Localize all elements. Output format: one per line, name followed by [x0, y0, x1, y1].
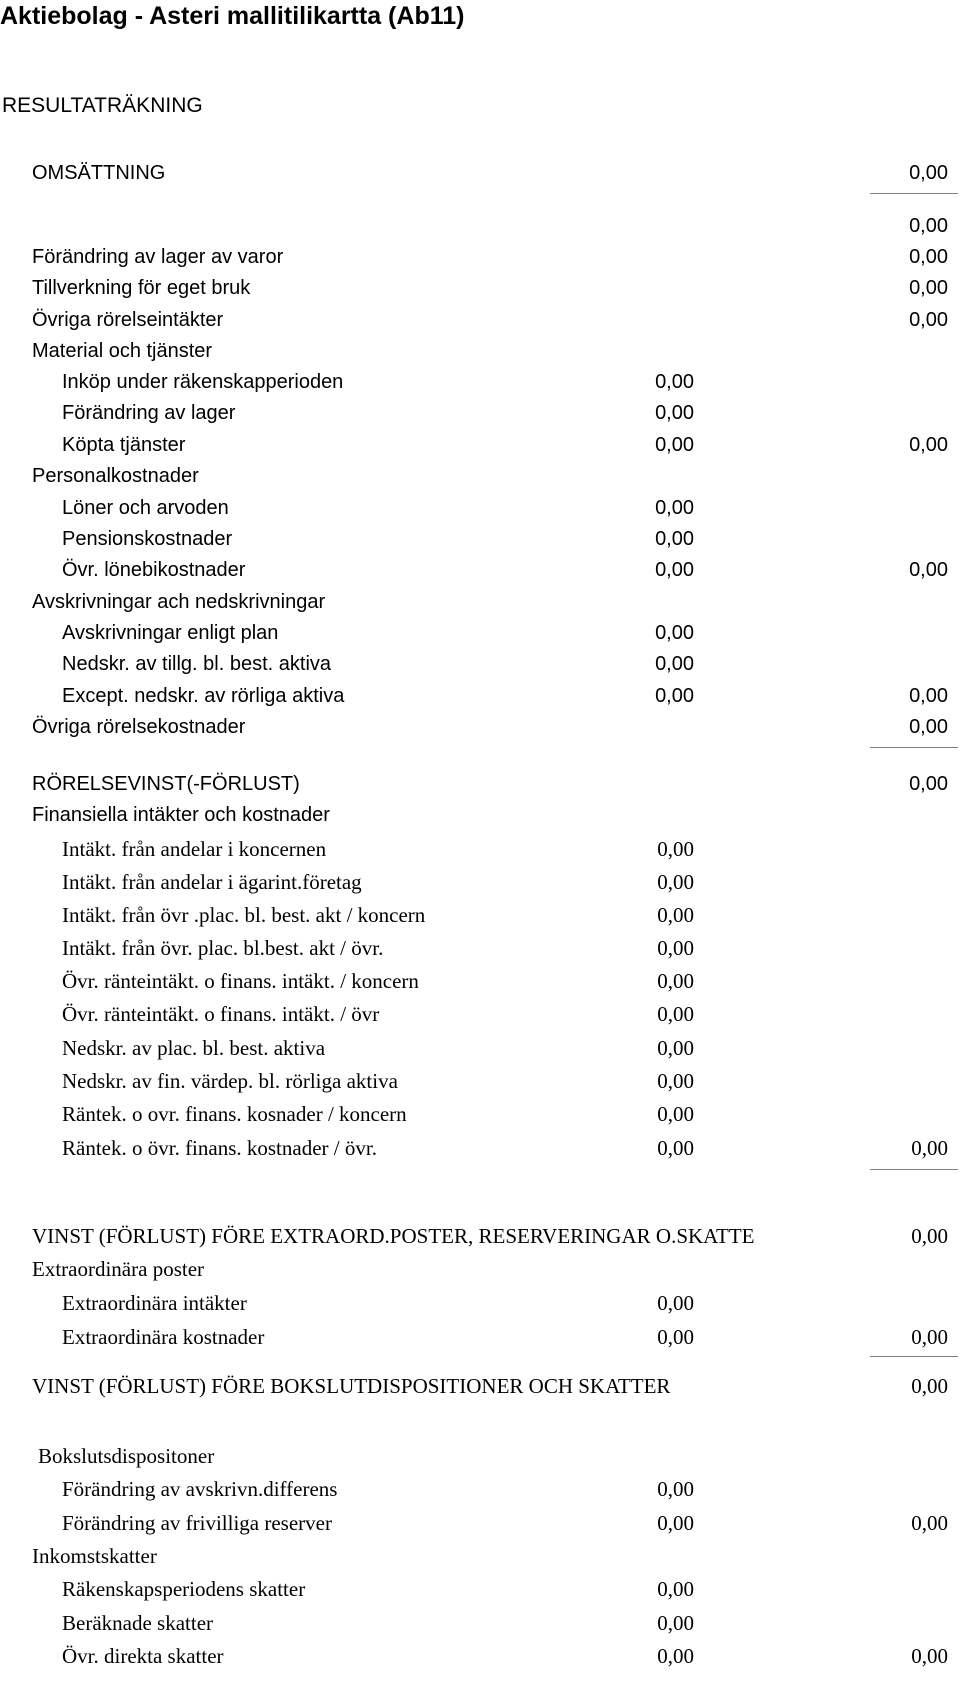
table-row — [0, 493, 960, 523]
row-total: 0,00 — [911, 1511, 948, 1535]
table-row — [0, 1574, 960, 1604]
row-amount: 0,00 — [655, 559, 694, 581]
row-label: Material och tjänster — [32, 340, 213, 362]
table-row — [0, 834, 960, 864]
row-amount: 0,00 — [657, 1102, 694, 1126]
table-row — [0, 1474, 960, 1504]
row-label: Övriga rörelseintäkter — [32, 309, 224, 331]
row-label: Extraordinära poster — [32, 1257, 205, 1281]
row-label: OMSÄTTNING — [32, 162, 166, 184]
group-heading — [0, 1254, 960, 1284]
group-heading — [0, 800, 960, 830]
row-total: 0,00 — [911, 1374, 948, 1398]
row-label: Räkenskapsperiodens skatter — [62, 1577, 306, 1601]
row-amount: 0,00 — [657, 1036, 694, 1060]
row-amount: 0,00 — [657, 1136, 694, 1160]
row-label: Personalkostnader — [32, 465, 199, 487]
subtotal-rule — [870, 747, 958, 748]
row-label: Förändring av frivilliga reserver — [62, 1511, 332, 1535]
row-total: 0,00 — [909, 685, 948, 707]
table-row — [0, 367, 960, 397]
row-label: Extraordinära kostnader — [62, 1325, 265, 1349]
row-total: 0,00 — [909, 162, 948, 184]
row-amount: 0,00 — [657, 1002, 694, 1026]
row-label: Inköp under räkenskapperioden — [62, 371, 344, 393]
row-total: 0,00 — [909, 215, 948, 237]
row-amount: 0,00 — [655, 653, 694, 675]
table-row — [0, 430, 960, 460]
table-row — [0, 1322, 960, 1352]
row-label: Räntek. o ovr. finans. kosnader / koncern — [62, 1102, 407, 1126]
row-total: 0,00 — [909, 309, 948, 331]
table-row — [0, 618, 960, 648]
row-label: Förändring av avskrivn.differens — [62, 1477, 338, 1501]
table-row — [0, 999, 960, 1029]
table-row — [0, 1133, 960, 1163]
row-label: Intäkt. från andelar i ägarint.företag — [62, 870, 362, 894]
row-label: RÖRELSEVINST(-FÖRLUST) — [32, 773, 300, 795]
row-amount: 0,00 — [657, 1325, 694, 1349]
row-amount: 0,00 — [655, 434, 694, 456]
subtotal-rule — [870, 193, 958, 194]
row-label: Pensionskostnader — [62, 528, 233, 550]
table-row — [0, 900, 960, 930]
table-row — [0, 524, 960, 554]
table-row — [0, 867, 960, 897]
row-total: 0,00 — [911, 1224, 948, 1248]
row-total: 0,00 — [909, 559, 948, 581]
table-row — [0, 1033, 960, 1063]
row-total: 0,00 — [909, 246, 948, 268]
row-label: Övriga rörelsekostnader — [32, 716, 246, 738]
table-row — [0, 1641, 960, 1671]
row-label: Tillverkning för eget bruk — [32, 277, 251, 299]
table-row — [0, 555, 960, 585]
row-amount: 0,00 — [655, 371, 694, 393]
row-amount: 0,00 — [657, 870, 694, 894]
group-heading — [0, 1541, 960, 1571]
row-total: 0,00 — [909, 434, 948, 456]
row-label: Except. nedskr. av rörliga aktiva — [62, 685, 345, 707]
table-row — [0, 273, 960, 303]
row-omsattning — [0, 158, 960, 188]
row-total: 0,00 — [911, 1325, 948, 1349]
row-label: Avskrivningar ach nedskrivningar — [32, 591, 326, 613]
row-label: Beräknade skatter — [62, 1611, 214, 1635]
row-rorelsevinst — [0, 769, 960, 799]
row-total: 0,00 — [909, 277, 948, 299]
row-total: 0,00 — [911, 1136, 948, 1160]
row-total: 0,00 — [911, 1644, 948, 1668]
table-row — [0, 681, 960, 711]
row-label: Nedskr. av fin. värdep. bl. rörliga aktiva — [62, 1069, 398, 1093]
row-label: Bokslutsdispositoner — [38, 1444, 215, 1468]
section-heading: RESULTATRÄKNING — [2, 94, 203, 117]
row-label: Intäkt. från andelar i koncernen — [62, 837, 327, 861]
group-heading — [0, 587, 960, 617]
row-label: Nedskr. av tillg. bl. best. aktiva — [62, 653, 332, 675]
row-total: 0,00 — [909, 716, 948, 738]
row-amount: 0,00 — [657, 969, 694, 993]
subtotal-rule — [870, 1356, 958, 1357]
table-row — [0, 966, 960, 996]
row-total: 0,00 — [909, 773, 948, 795]
document-title: Aktiebolag - Asteri mallitilikartta (Ab11) — [0, 2, 465, 30]
table-row — [0, 712, 960, 742]
row-label: VINST (FÖRLUST) FÖRE EXTRAORD.POSTER, RESERVERINGAR O.SKATTE — [32, 1224, 755, 1248]
row-label: Intäkt. från övr .plac. bl. best. akt / koncern — [62, 903, 426, 927]
table-row — [0, 649, 960, 679]
table-row — [0, 305, 960, 335]
row-label: Nedskr. av plac. bl. best. aktiva — [62, 1036, 326, 1060]
row-label: Löner och arvoden — [62, 497, 229, 519]
row-label: VINST (FÖRLUST) FÖRE BOKSLUTDISPOSITIONER OCH SKATTER — [32, 1374, 671, 1398]
row-amount: 0,00 — [657, 1069, 694, 1093]
row-label: Intäkt. från övr. plac. bl.best. akt / övr. — [62, 936, 384, 960]
table-row — [0, 242, 960, 272]
row-vinst-fore-bokslut — [0, 1371, 960, 1401]
row-amount: 0,00 — [655, 528, 694, 550]
row-label: Finansiella intäkter och kostnader — [32, 804, 330, 826]
row-label: Avskrivningar enligt plan — [62, 622, 279, 644]
row-label: Övr. direkta skatter — [62, 1644, 224, 1668]
row-label: Övr. ränteintäkt. o finans. intäkt. / övr — [62, 1002, 380, 1026]
row-amount: 0,00 — [657, 1577, 694, 1601]
subtotal-rule — [870, 1169, 958, 1170]
row-label: Extraordinära intäkter — [62, 1291, 247, 1315]
table-row — [0, 398, 960, 428]
row-label: Förändring av lager av varor — [32, 246, 284, 268]
row-amount: 0,00 — [657, 1511, 694, 1535]
row-amount: 0,00 — [657, 1291, 694, 1315]
row-amount: 0,00 — [657, 1477, 694, 1501]
row-amount: 0,00 — [655, 497, 694, 519]
row-amount: 0,00 — [657, 1644, 694, 1668]
row-amount: 0,00 — [657, 837, 694, 861]
table-row — [0, 1608, 960, 1638]
row-label: Övr. ränteintäkt. o finans. intäkt. / koncern — [62, 969, 419, 993]
row-label: Inkomstskatter — [32, 1544, 157, 1568]
row-label: Förändring av lager — [62, 402, 236, 424]
row-amount: 0,00 — [657, 936, 694, 960]
group-heading — [0, 1441, 960, 1471]
table-row — [0, 1099, 960, 1129]
table-row — [0, 1508, 960, 1538]
row-amount: 0,00 — [657, 903, 694, 927]
row-amount: 0,00 — [655, 402, 694, 424]
row-vinst-fore-extraord — [0, 1221, 960, 1251]
row-blank-total — [0, 211, 960, 241]
row-amount: 0,00 — [655, 685, 694, 707]
table-row — [0, 1066, 960, 1096]
row-label: Övr. lönebikostnader — [62, 559, 246, 581]
row-label: Räntek. o övr. finans. kostnader / övr. — [62, 1136, 377, 1160]
row-amount: 0,00 — [655, 622, 694, 644]
table-row — [0, 1288, 960, 1318]
table-row — [0, 933, 960, 963]
group-heading — [0, 336, 960, 366]
group-heading — [0, 461, 960, 491]
row-amount: 0,00 — [657, 1611, 694, 1635]
row-label: Köpta tjänster — [62, 434, 186, 456]
